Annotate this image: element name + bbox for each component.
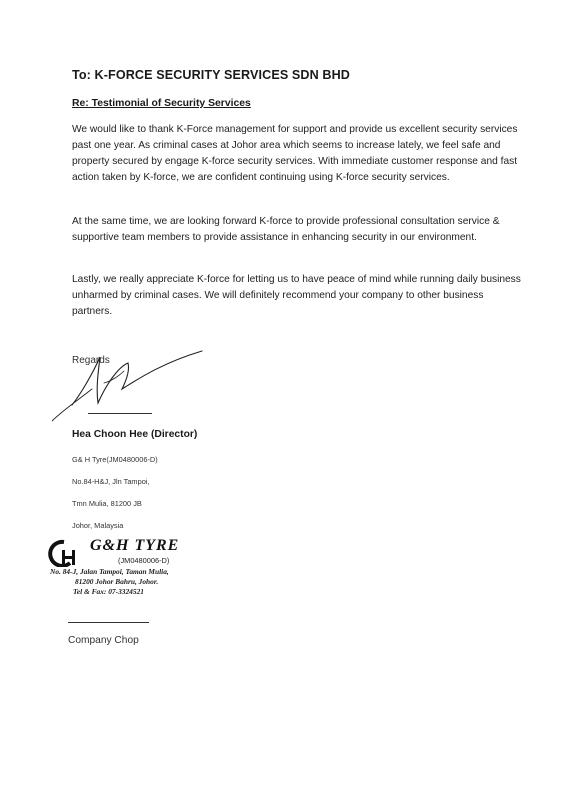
stamp-registration: (JM0480006-D) xyxy=(118,556,170,565)
address-line-2: No.84-H&J, Jln Tampoi, xyxy=(72,477,150,486)
subject-line: Re: Testimonial of Security Services xyxy=(72,98,251,109)
stamp-phone-line: Tel & Fax: 07-3324521 xyxy=(73,587,144,596)
body-paragraph-1: We would like to thank K-Force management for support and provide us excellent security services past one year. As criminal cases at Johor area which seems to increase lately, we feel safe and property secured by engage K-force security services. With immediate customer response and fast action taken by K-force, we are confident continuing using K-force security services. xyxy=(72,124,518,183)
body-paragraph-2: At the same time, we are looking forward K-force to provide professional consultation service & supportive team members to provide assistance in enhancing security in our environment. xyxy=(72,216,500,243)
chop-line xyxy=(68,622,149,623)
signer-name: Hea Choon Hee (Director) xyxy=(72,429,198,440)
stamp-address-line-1: No. 84-J, Jalan Tampoi, Taman Mulia, xyxy=(50,567,169,576)
closing-regards: Regards xyxy=(72,355,110,366)
address-line-3: Tmn Mulia, 81200 JB xyxy=(72,499,142,508)
body-paragraph-3: Lastly, we really appreciate K-force for letting us to have peace of mind while running daily business unharmed by criminal cases. We will definitely recommend your company to other business partners. xyxy=(72,274,521,317)
recipient-line: To: K-FORCE SECURITY SERVICES SDN BHD xyxy=(72,68,350,82)
address-line-4: Johor, Malaysia xyxy=(72,521,124,530)
company-stamp xyxy=(48,537,218,607)
stamp-company-name: G&H TYRE xyxy=(90,537,180,554)
gh-logo-icon xyxy=(48,539,84,567)
signature-line xyxy=(88,413,152,414)
address-line-1: G& H Tyre(JM0480006-D) xyxy=(72,455,158,464)
company-chop-label: Company Chop xyxy=(68,635,139,646)
stamp-address-line-2: 81200 Johor Bahru, Johor. xyxy=(75,577,159,586)
